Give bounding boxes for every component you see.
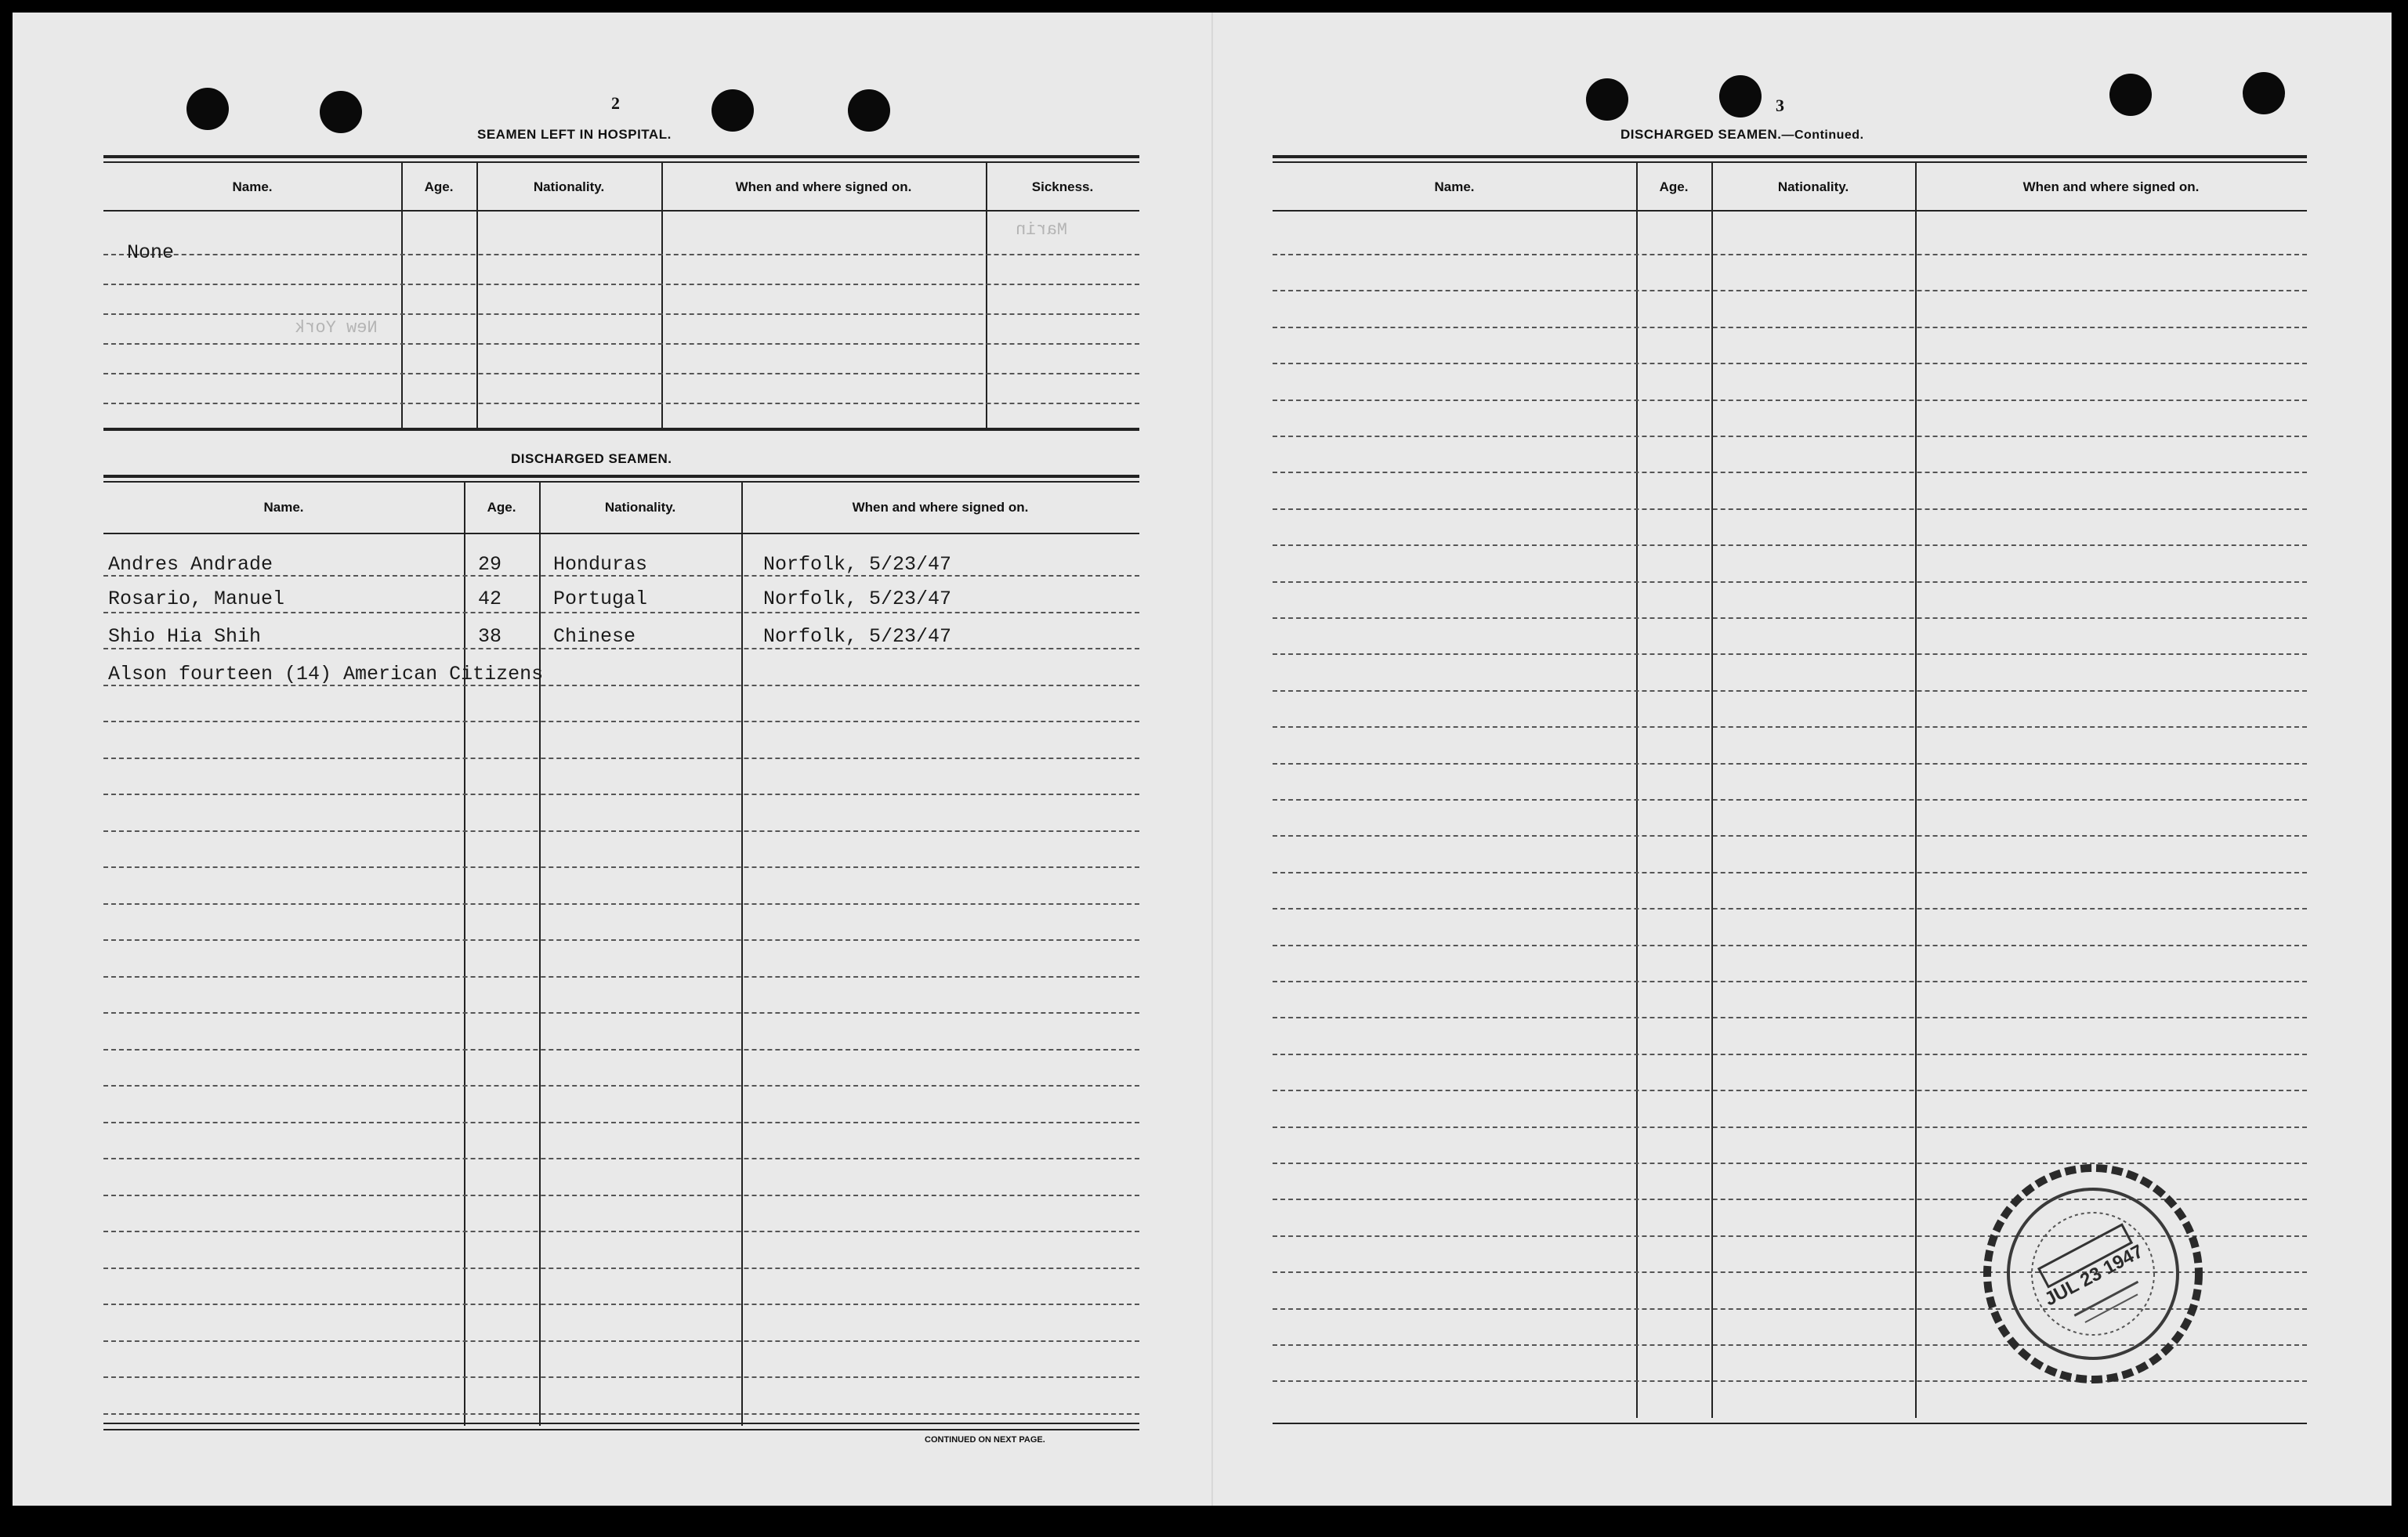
ruled-line [103,1158,1139,1159]
rule [103,475,1139,478]
rule [1273,155,2307,158]
hospital-entry: None [127,241,175,264]
ruled-line [1273,1054,2307,1055]
column-header-signed-on: When and where signed on. [735,179,912,194]
ruled-line [1273,945,2307,946]
ruled-line [103,1122,1139,1123]
ruled-line [103,1304,1139,1305]
ruled-line [103,403,1139,404]
seaman-signed-on: Norfolk, 5/23/47 [763,588,952,610]
ruled-line [103,1231,1139,1232]
ruled-line [1273,908,2307,910]
rule [1273,1423,2307,1424]
ruled-line [103,866,1139,868]
ruled-line [103,1195,1139,1196]
ruled-line [103,284,1139,285]
column-header-name: Name. [263,500,304,515]
page-fold [1211,13,1213,1506]
ruled-line [1273,1017,2307,1018]
punch-hole [320,91,362,133]
citizens-note: Alson fourteen (14) American Citizens [108,663,544,685]
ruled-line [1273,436,2307,437]
seaman-age: 38 [478,625,502,648]
seaman-name: Shio Hia Shih [108,625,262,648]
ruled-line [1273,726,2307,728]
ruled-line [1273,617,2307,619]
customs-stamp-icon [1975,1156,2211,1391]
seaman-age: 29 [478,553,502,576]
ruled-line [103,1049,1139,1051]
ruled-line [1273,508,2307,510]
page-number: 3 [1776,96,1784,115]
ruled-line [103,343,1139,345]
discharged-section-title: DISCHARGED SEAMEN. [511,451,672,466]
ruled-line [103,976,1139,978]
column-divider [539,483,541,1426]
column-header-signed-on: When and where signed on. [2022,179,2200,194]
bleed-through-text: Marin [1016,220,1068,240]
ruled-line [1273,653,2307,655]
ruled-line [103,939,1139,941]
seaman-nationality: Portugal [553,588,648,610]
rule [103,155,1139,158]
ruled-line [1273,472,2307,473]
ruled-line [1273,799,2307,801]
ruled-line [1273,1127,2307,1128]
continued-note: CONTINUED ON NEXT PAGE. [925,1435,1045,1445]
ruled-line [103,830,1139,832]
ruled-line [1273,835,2307,837]
rule [103,210,1139,212]
seaman-signed-on: Norfolk, 5/23/47 [763,625,952,648]
ruled-line [103,254,1139,255]
ruled-line [103,1376,1139,1378]
column-divider [476,163,478,429]
title-text: DISCHARGED SEAMEN. [1620,127,1782,142]
seaman-signed-on: Norfolk, 5/23/47 [763,553,952,576]
column-divider [741,483,743,1426]
ruled-line [1273,254,2307,255]
column-header-nationality: Nationality. [533,179,605,194]
seaman-nationality: Honduras [553,553,648,576]
punch-hole [2243,72,2285,114]
column-header-sickness: Sickness. [1031,179,1094,194]
column-divider [661,163,663,429]
rule [103,1423,1139,1424]
ruled-line [1273,1090,2307,1091]
ruled-line [103,612,1139,613]
ruled-line [1273,544,2307,546]
bleed-through-text: New York [295,318,378,338]
document-spread [13,13,2392,1506]
ruled-line [103,758,1139,759]
ruled-line [103,1085,1139,1087]
punch-hole [186,88,229,130]
ruled-line [103,373,1139,374]
column-divider [1711,163,1713,1418]
ruled-line [1273,290,2307,291]
column-divider [1636,163,1638,1418]
column-header-age: Age. [424,179,454,194]
ruled-line [1273,690,2307,692]
ruled-line [1273,763,2307,765]
column-header-name: Name. [1434,179,1475,194]
stamp-date: JUL 23 1947 [2040,1240,2147,1311]
column-header-age: Age. [487,500,516,515]
punch-hole [712,89,754,132]
ruled-line [103,1413,1139,1415]
rule [103,533,1139,534]
ruled-line [103,903,1139,905]
punch-hole [2109,74,2152,116]
ruled-line [103,648,1139,649]
ruled-line [1273,581,2307,583]
ruled-line [103,313,1139,315]
ruled-line [1273,400,2307,401]
rule [1273,210,2307,212]
punch-hole [1719,75,1762,118]
ruled-line [103,1340,1139,1342]
seaman-nationality: Chinese [553,625,636,648]
title-suffix: —Continued. [1781,128,1864,142]
rule [103,161,1139,163]
column-divider [464,483,465,1426]
ruled-line [1273,981,2307,982]
ruled-line [103,721,1139,722]
hospital-section-title: SEAMEN LEFT IN HOSPITAL. [477,127,672,142]
column-divider [1915,163,1917,1418]
column-header-nationality: Nationality. [1777,179,1849,194]
ruled-line [103,1012,1139,1014]
ruled-line [1273,363,2307,364]
column-divider [986,163,987,429]
ruled-line [1273,872,2307,873]
column-header-age: Age. [1659,179,1689,194]
ruled-line [1273,327,2307,328]
seaman-name: Andres Andrade [108,553,273,576]
page-number: 2 [611,93,620,113]
punch-hole [848,89,890,132]
column-header-signed-on: When and where signed on. [852,500,1029,515]
seaman-age: 42 [478,588,502,610]
punch-hole [1586,78,1628,121]
column-divider [401,163,403,429]
ruled-line [103,794,1139,795]
discharged-continued-title [1620,127,1864,143]
rule [103,428,1139,431]
column-header-nationality: Nationality. [604,500,676,515]
seaman-name: Rosario, Manuel [108,588,285,610]
ruled-line [103,1268,1139,1269]
rule [103,1429,1139,1430]
column-header-name: Name. [232,179,273,194]
rule [103,481,1139,483]
rule [1273,161,2307,163]
